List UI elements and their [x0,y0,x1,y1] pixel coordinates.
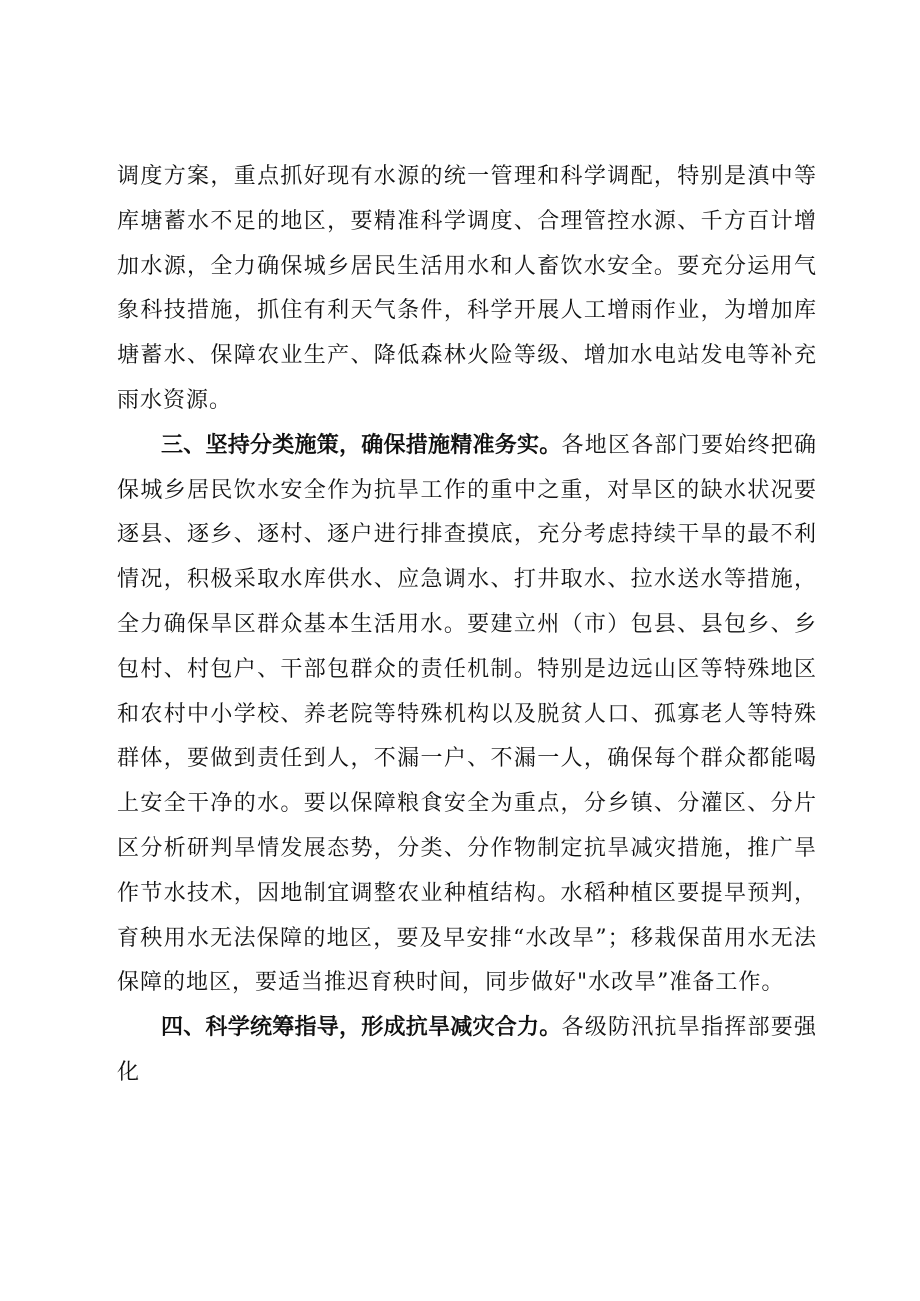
paragraph-text: 各级防汛抗旱指挥部要强化 [117,1015,817,1085]
paragraph-continuation [117,155,817,424]
section-heading-three: 三、坚持分类施策，确保措施精准务实。 [161,432,562,458]
section-heading-four: 四、科学统筹指导，形成抗旱减灾合力。 [161,1015,562,1041]
document-body [117,155,817,1096]
paragraph-text: 各地区各部门要始终把确保城乡居民饮水安全作为抗旱工作的重中之重，对旱区的缺水状况要逐县、逐乡、逐村、逐户进行排查摸底，充分考虑持续干旱的最不利情况，积极采取水库供水、应急调水、打井取水、拉水送水等措施，全力确保旱区群众基本生活用水。要建立州（市）包县、县包乡、乡包村、村包户、干部包群众的责任机制。特别是边远山区等特殊地区和农村中小学校、养老院等特殊机构以及脱贫人口、孤寡老人等特殊群体，要做到责任到人，不漏一户、不漏一人，确保每个群众都能喝上安全干净的水。要以保障粮食安全为重点，分乡镇、分灌区、分片区分析研判旱情发展态势，分类、分作物制定抗旱减灾措施，推广旱作节水技术，因地制宜调整农业种植结构。水稻种植区要提早预判，育秧用水无法保障的地区，要及早安排“水改旱”；移栽保苗用水无法保障的地区，要适当推迟育秧时间，同步做好"水改旱”准备工作。 [117,432,817,996]
paragraph-section-three [117,424,817,1006]
paragraph-text: 调度方案，重点抓好现有水源的统一管理和科学调配，特别是滇中等库塘蓄水不足的地区，要精准科学调度、合理管控水源、千方百计增加水源，全力确保城乡居民生活用水和人畜饮水安全。要充分运用气象科技措施，抓住有利天气条件，科学开展人工增雨作业，为增加库塘蓄水、保障农业生产、降低森林火险等级、增加水电站发电等补充雨水资源。 [117,164,817,413]
paragraph-section-four [117,1006,817,1096]
